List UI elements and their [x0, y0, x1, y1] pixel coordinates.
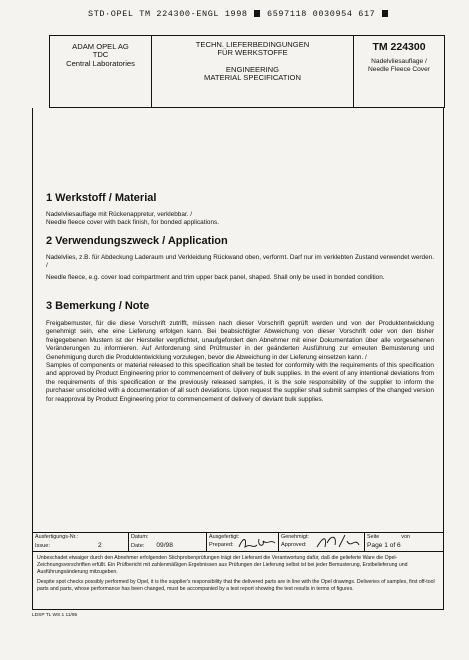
- scan-header-text: STD·OPEL TM 224300-ENGL 1998: [88, 9, 248, 19]
- approved-label-de: Genehmigt:: [281, 534, 309, 540]
- section-application: [46, 235, 434, 282]
- issue-label-de: Ausfertigungs-Nr.:: [35, 534, 79, 540]
- spec-desc-de: Nadelvliesauflage /: [371, 58, 427, 65]
- section-text-en: Samples of components or material released to this specification shall be tested for conformity with the requirements of this specification and approved by Product Engineering prior to commencement of delivery of bulk supplies. In the event of any intentional deviations from the requirements of this specification or the previously released samples, it is the sole responsibility of the supplier to inform the purchaser unsolicited with a documentation of all such deviations. Upon request the supplier shall submit samples of the changed version for reapproval by Product Engineering prior to commencement of delivery of deviant bulk supplies.: [46, 362, 434, 403]
- section-text-de: Nadelvliesauflage mit Rückenappretur, verklebbar. /: [46, 211, 192, 218]
- section-text-en: Needle fleece cover with back finish, for bonded applications.: [46, 219, 220, 227]
- page-label-de: Seite: [367, 534, 380, 540]
- section-text-en: Needle fleece, e.g. cover load compartment and trim upper back panel, shaped. Shall only be used in bonded condition.: [46, 273, 385, 281]
- page-of-label-de: von: [401, 534, 410, 540]
- prepared-signature: [237, 535, 277, 551]
- title-en-line2: MATERIAL SPECIFICATION: [204, 73, 301, 83]
- section-text-de: Freigabemuster, für die diese Vorschrift zutrifft, müssen nach dieser Vorschrift geprüft werden und von der Produktentwicklung genehmigt sein, ehe eine Lieferung erfolgen kann. Bei beabsichtigter Abweichung von dieser Vorschrift oder von den bisher freigegebenen Mustern ist der Hersteller verpflichtet, unaufgefordert den Abnehmer mit einer Dokumentation über alle vorgesehenen Veränderungen zu informieren. Auf Anforderung sind Prüfmuster in der geänderten Ausführung zur erneuten Bemusterung und Genehmigung durch die Produktentwicklung vorzulegen, bevor die Abweichung in der Lieferung einsetzen kann. /: [46, 320, 434, 361]
- date-label-de: Datum:: [131, 534, 149, 540]
- section-heading: 3 Bemerkung / Note: [46, 300, 150, 312]
- approved-label-en: Approved:: [281, 541, 307, 548]
- prepared-cell: [207, 533, 279, 551]
- org-name: ADAM OPEL AG: [72, 42, 129, 51]
- org-unit: TDC: [92, 50, 109, 60]
- org-cell: [50, 36, 152, 107]
- org-department: Central Laboratories: [66, 58, 135, 68]
- footer-table: [32, 532, 444, 552]
- date-label-en: Date:: [131, 542, 145, 549]
- prepared-label-de: Ausgefertigt:: [209, 534, 240, 540]
- title-de-line1: TECHN. LIEFERBEDINGUNGEN: [195, 40, 310, 49]
- section-text-de: Nadelvlies, z.B. für Abdeckung Laderaum und Verkleidung Rückwand oben, verformt. Darf nur im verklebten Zustand verwendet werden. /: [46, 254, 434, 270]
- date-value-row: [131, 541, 204, 551]
- issue-label-en: Issue:: [35, 542, 50, 549]
- prepared-label-en: Prepared:: [209, 541, 234, 548]
- spec-number: TM 224300: [372, 41, 426, 53]
- disclaimer-en: Despite spot checks possibly performed by Opel, it is the supplier's responsibility that the delivered parts are in line with the Opel drawings. Deliveries of samples, first off-tool parts and parts, whose performance has been changed, must be accompanied by a test report showing the test results in terms of figures.: [37, 579, 435, 592]
- section-material: [46, 192, 434, 228]
- section-note: [46, 300, 434, 404]
- date-value: 09/98: [156, 541, 173, 549]
- spec-desc-en: Needle Fleece Cover: [368, 66, 430, 73]
- issue-value: 2: [97, 541, 102, 549]
- title-de-line2: FÜR WERKSTOFFE: [217, 48, 288, 58]
- disclaimer-de: Unbeschadet etwaiger durch den Abnehmer erfolgenden Stichprobenprüfungen trägt der Lieferant die Verantwortung dafür, daß die gelieferte Ware die Opel-Zeichnungsvorschriften erfüllt. Ein Prüfbericht mit zahlenmäßigen Ergebnissen aus Prüfungen der Lieferung selbst ist bei jeder Bemusterung, Erstbelieferung und Ausführungsänderung mitzugeben.: [37, 555, 408, 575]
- form-number: LDSP TL WS 1 11/95: [32, 613, 78, 618]
- page-number: Page 1 of 6: [367, 541, 401, 549]
- title-cell: [152, 36, 354, 107]
- title-en-line1: ENGINEERING: [225, 64, 280, 74]
- spec-header-table: [49, 35, 445, 108]
- approved-cell: [279, 533, 365, 551]
- scan-header: [88, 9, 389, 19]
- page-cell: [365, 533, 443, 551]
- issue-cell: [33, 533, 129, 551]
- section-heading: 1 Werkstoff / Material: [46, 192, 157, 204]
- approved-signature: [315, 533, 363, 551]
- spec-number-cell: [354, 36, 444, 107]
- issue-value-row: [35, 541, 126, 551]
- disclaimer-box: [32, 552, 444, 610]
- scan-block-mark: [382, 10, 388, 17]
- scan-codes: 6597118 0030954 617: [267, 9, 376, 19]
- scan-block-mark: [254, 10, 260, 17]
- date-cell: [129, 533, 207, 551]
- section-heading: 2 Verwendungszweck / Application: [46, 235, 228, 247]
